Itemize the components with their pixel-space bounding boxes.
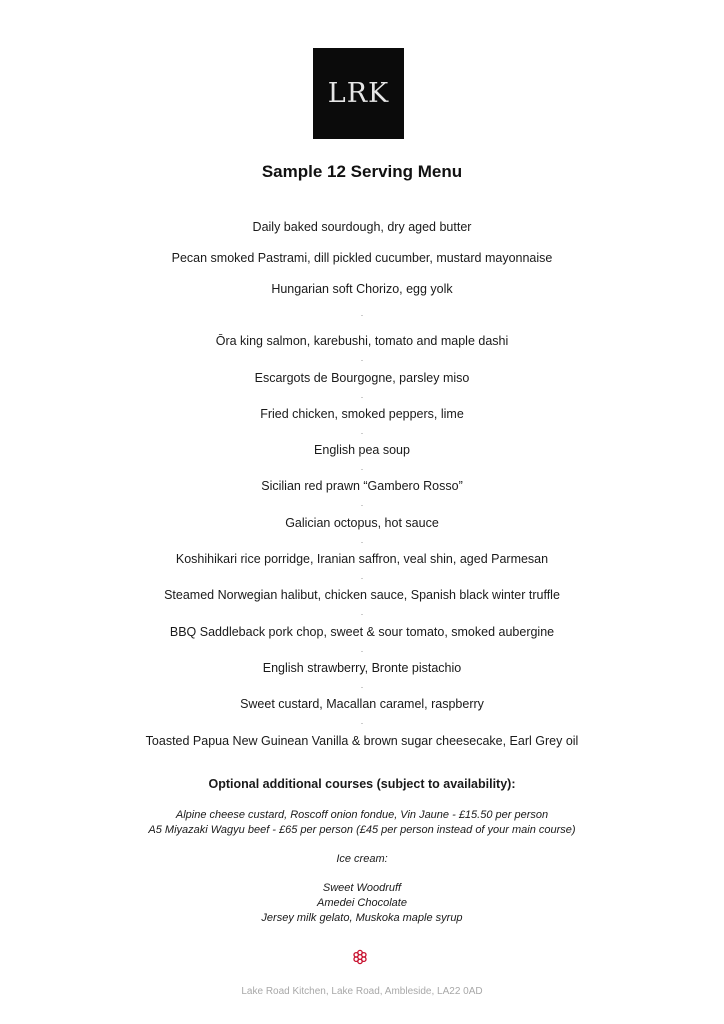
optional-item-wagyu: A5 Miyazaki Wagyu beef - £65 per person (£45 per person instead of your main course) <box>148 824 576 836</box>
michelin-star-icon <box>352 949 368 965</box>
ice-cream-item: Amedei Chocolate <box>317 897 407 909</box>
intro-item-chorizo: Hungarian soft Chorizo, egg yolk <box>271 282 453 296</box>
page-title: Sample 12 Serving Menu <box>261 162 463 181</box>
course-item: Galician octopus, hot sauce <box>285 516 439 530</box>
separator-dot: . <box>360 426 364 436</box>
course-item: Escargots de Bourgogne, parsley miso <box>254 371 470 385</box>
separator-dot: . <box>360 607 364 617</box>
course-item: Toasted Papua New Guinean Vanilla & brown sugar cheesecake, Earl Grey oil <box>145 734 579 748</box>
logo <box>313 48 404 139</box>
ice-cream-item: Sweet Woodruff <box>322 882 402 894</box>
intro-item-pastrami: Pecan smoked Pastrami, dill pickled cucumber, mustard mayonnaise <box>171 251 553 265</box>
course-item: Steamed Norwegian halibut, chicken sauce, Spanish black winter truffle <box>164 588 560 602</box>
course-item: BBQ Saddleback pork chop, sweet & sour tomato, smoked aubergine <box>169 625 555 639</box>
course-item: Sicilian red prawn “Gambero Rosso” <box>261 479 463 493</box>
course-item: Sweet custard, Macallan caramel, raspberry <box>240 697 484 711</box>
intro-item-sourdough: Daily baked sourdough, dry aged butter <box>252 220 472 234</box>
separator-dot: . <box>360 353 364 363</box>
logo-text: LRK <box>327 78 390 109</box>
optional-courses-heading: Optional additional courses (subject to availability): <box>208 777 516 791</box>
separator-dot: . <box>360 462 364 472</box>
separator-dot: . <box>360 680 364 690</box>
course-item: Ōra king salmon, karebushi, tomato and maple dashi <box>215 334 509 348</box>
separator-dot: . <box>360 535 364 545</box>
separator-dot: . <box>360 308 364 318</box>
course-item: Koshihikari rice porridge, Iranian saffron, veal shin, aged Parmesan <box>175 552 549 566</box>
footer-address: Lake Road Kitchen, Lake Road, Ambleside, LA22 0AD <box>241 986 483 997</box>
separator-dot: . <box>360 571 364 581</box>
course-item: Fried chicken, smoked peppers, lime <box>260 407 464 421</box>
separator-dot: . <box>360 390 364 400</box>
ice-cream-item: Jersey milk gelato, Muskoka maple syrup <box>261 912 463 924</box>
ice-cream-heading: Ice cream: <box>336 853 388 865</box>
course-item: English strawberry, Bronte pistachio <box>262 661 462 675</box>
course-item: English pea soup <box>314 443 410 457</box>
separator-dot: . <box>360 498 364 508</box>
optional-item-cheese-custard: Alpine cheese custard, Roscoff onion fondue, Vin Jaune - £15.50 per person <box>175 809 549 821</box>
separator-dot: . <box>360 644 364 654</box>
separator-dot: . <box>360 716 364 726</box>
